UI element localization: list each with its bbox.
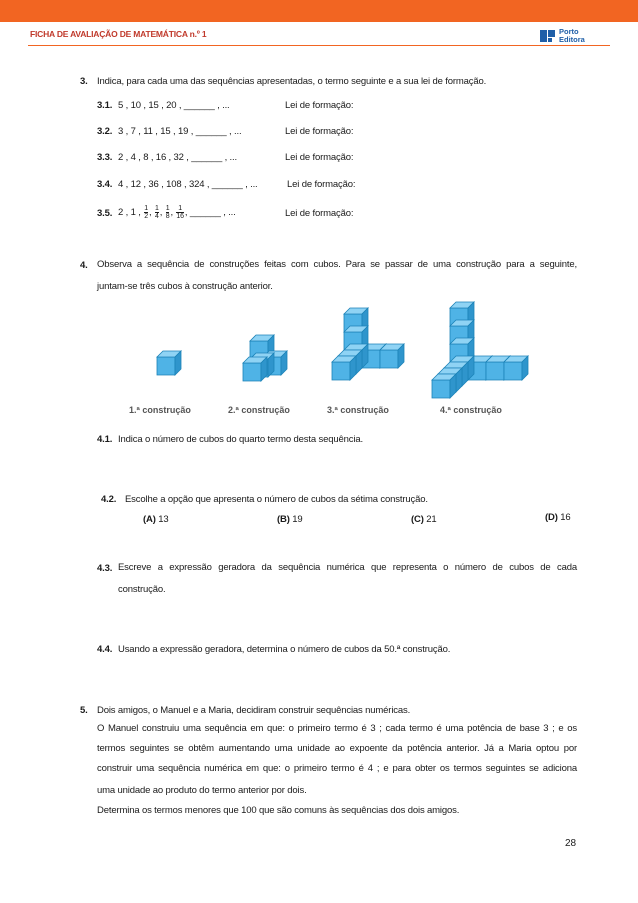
q4-3-line1: Escreve a expressão geradora da sequência numérica que representa o número de cubos de cada xyxy=(118,562,577,573)
q3-3-sequence: 2 , 4 , 8 , 16 , 32 , ______ , ... xyxy=(118,152,238,163)
fraction-1-8: $\frac{1}{8}$ xyxy=(165,204,170,220)
option-a[interactable]: (A) 13 xyxy=(143,514,169,525)
q3-3-law: Lei de formação: xyxy=(285,152,354,163)
construction-1 xyxy=(157,351,181,375)
caption-construction-3: 3.ª construção xyxy=(327,405,389,415)
q3-4-law: Lei de formação: xyxy=(287,179,356,190)
construction-4 xyxy=(432,302,528,398)
q4-3-line2: construção. xyxy=(118,584,166,595)
q4-line2: juntam-se três cubos à construção anterior. xyxy=(97,281,273,292)
cube-constructions-figure xyxy=(0,300,638,420)
q3-2-sequence: 3 , 7 , 11 , 15 , 19 , ______ , ... xyxy=(118,126,242,137)
logo-line1: Porto xyxy=(559,27,579,36)
logo-line2: Editora xyxy=(559,35,585,44)
top-orange-bar xyxy=(0,0,638,22)
page-number: 28 xyxy=(565,838,577,849)
q3-3-number: 3.3. xyxy=(97,152,113,163)
q4-number: 4. xyxy=(80,260,88,271)
q4-4-text: Usando a expressão geradora, determina o número de cubos da 50.ª construção. xyxy=(118,644,451,655)
q4-line1: Observa a sequência de construções feitas com cubos. Para se passar de uma construção para a seguinte, xyxy=(97,259,577,270)
q3-4-sequence: 4 , 12 , 36 , 108 , 324 , ______ , ... xyxy=(118,179,258,190)
q4-3-number: 4.3. xyxy=(97,563,113,574)
option-c[interactable]: (C) 21 xyxy=(411,514,437,525)
q5-line4: construir uma sequência numérica em que: o primeiro termo é 4 ; e para obter os termos seguintes se adiciona xyxy=(97,763,577,774)
logo-text xyxy=(559,28,585,44)
q3-1-sequence: 5 , 10 , 15 , 20 , ______ , ... xyxy=(118,100,230,111)
q5-line2: O Manuel construiu uma sequência em que: o primeiro termo é 3 ; cada termo é uma potência de base 3 ; e os xyxy=(97,723,577,734)
caption-construction-2: 2.ª construção xyxy=(228,405,290,415)
caption-construction-4: 4.ª construção xyxy=(440,405,502,415)
q5-line5: uma unidade ao produto do termo anterior por dois. xyxy=(97,785,307,796)
q3-2-number: 3.2. xyxy=(97,126,113,137)
q4-1-text: Indica o número de cubos do quarto termo desta sequência. xyxy=(118,434,363,445)
q3-1-number: 3.1. xyxy=(97,100,113,111)
q5-number: 5. xyxy=(80,705,88,716)
construction-2 xyxy=(243,335,287,381)
q3-5-number: 3.5. xyxy=(97,208,113,219)
header-rule xyxy=(28,45,610,46)
q5-line1: Dois amigos, o Manuel e a Maria, decidiram construir sequências numéricas. xyxy=(97,705,411,716)
fraction-1-4: $\frac{1}{4}$ xyxy=(154,204,159,220)
q3-number: 3. xyxy=(80,76,88,87)
fraction-1-2: $\frac{1}{2}$ xyxy=(144,204,148,220)
publisher-logo xyxy=(540,27,610,45)
q3-text: Indica, para cada uma das sequências apresentadas, o termo seguinte e a sua lei de formação. xyxy=(97,76,487,87)
q3-5-suffix: , ______ , ... xyxy=(184,207,236,218)
q4-1-number: 4.1. xyxy=(97,434,113,445)
option-b[interactable]: (B) 19 xyxy=(277,514,303,525)
q5-line3: termos seguintes se obtêm aumentando uma unidade ao expoente da potência anterior. Já a Maria optou por xyxy=(97,743,577,754)
caption-construction-1: 1.ª construção xyxy=(129,405,191,415)
q3-4-number: 3.4. xyxy=(97,179,113,190)
q4-2-text: Escolhe a opção que apresenta o número de cubos da sétima construção. xyxy=(125,494,428,505)
q3-5-sequence: 2 , 1 , $\frac{1}{2}$ , $\frac{1}{4}$ , $\frac{1}{8}$ , $\frac{1}{16}$ , ______ , ... xyxy=(118,204,236,220)
fraction-1-16: $\frac{1}{16}$ xyxy=(176,204,184,220)
q3-2-law: Lei de formação: xyxy=(285,126,354,137)
q4-4-number: 4.4. xyxy=(97,644,113,655)
option-d[interactable]: (D) 16 xyxy=(545,512,571,523)
header-title: FICHA DE AVALIAÇÃO DE MATEMÁTICA n.º 1 xyxy=(30,29,207,39)
porto-editora-logo-icon xyxy=(540,28,556,44)
q4-2-number: 4.2. xyxy=(101,494,117,505)
q3-5-prefix: 2 , 1 , xyxy=(118,207,141,218)
construction-3 xyxy=(332,308,404,380)
q5-line6: Determina os termos menores que 100 que são comuns às sequências dos dois amigos. xyxy=(97,805,460,816)
q3-5-law: Lei de formação: xyxy=(285,208,354,219)
q3-1-law: Lei de formação: xyxy=(285,100,354,111)
